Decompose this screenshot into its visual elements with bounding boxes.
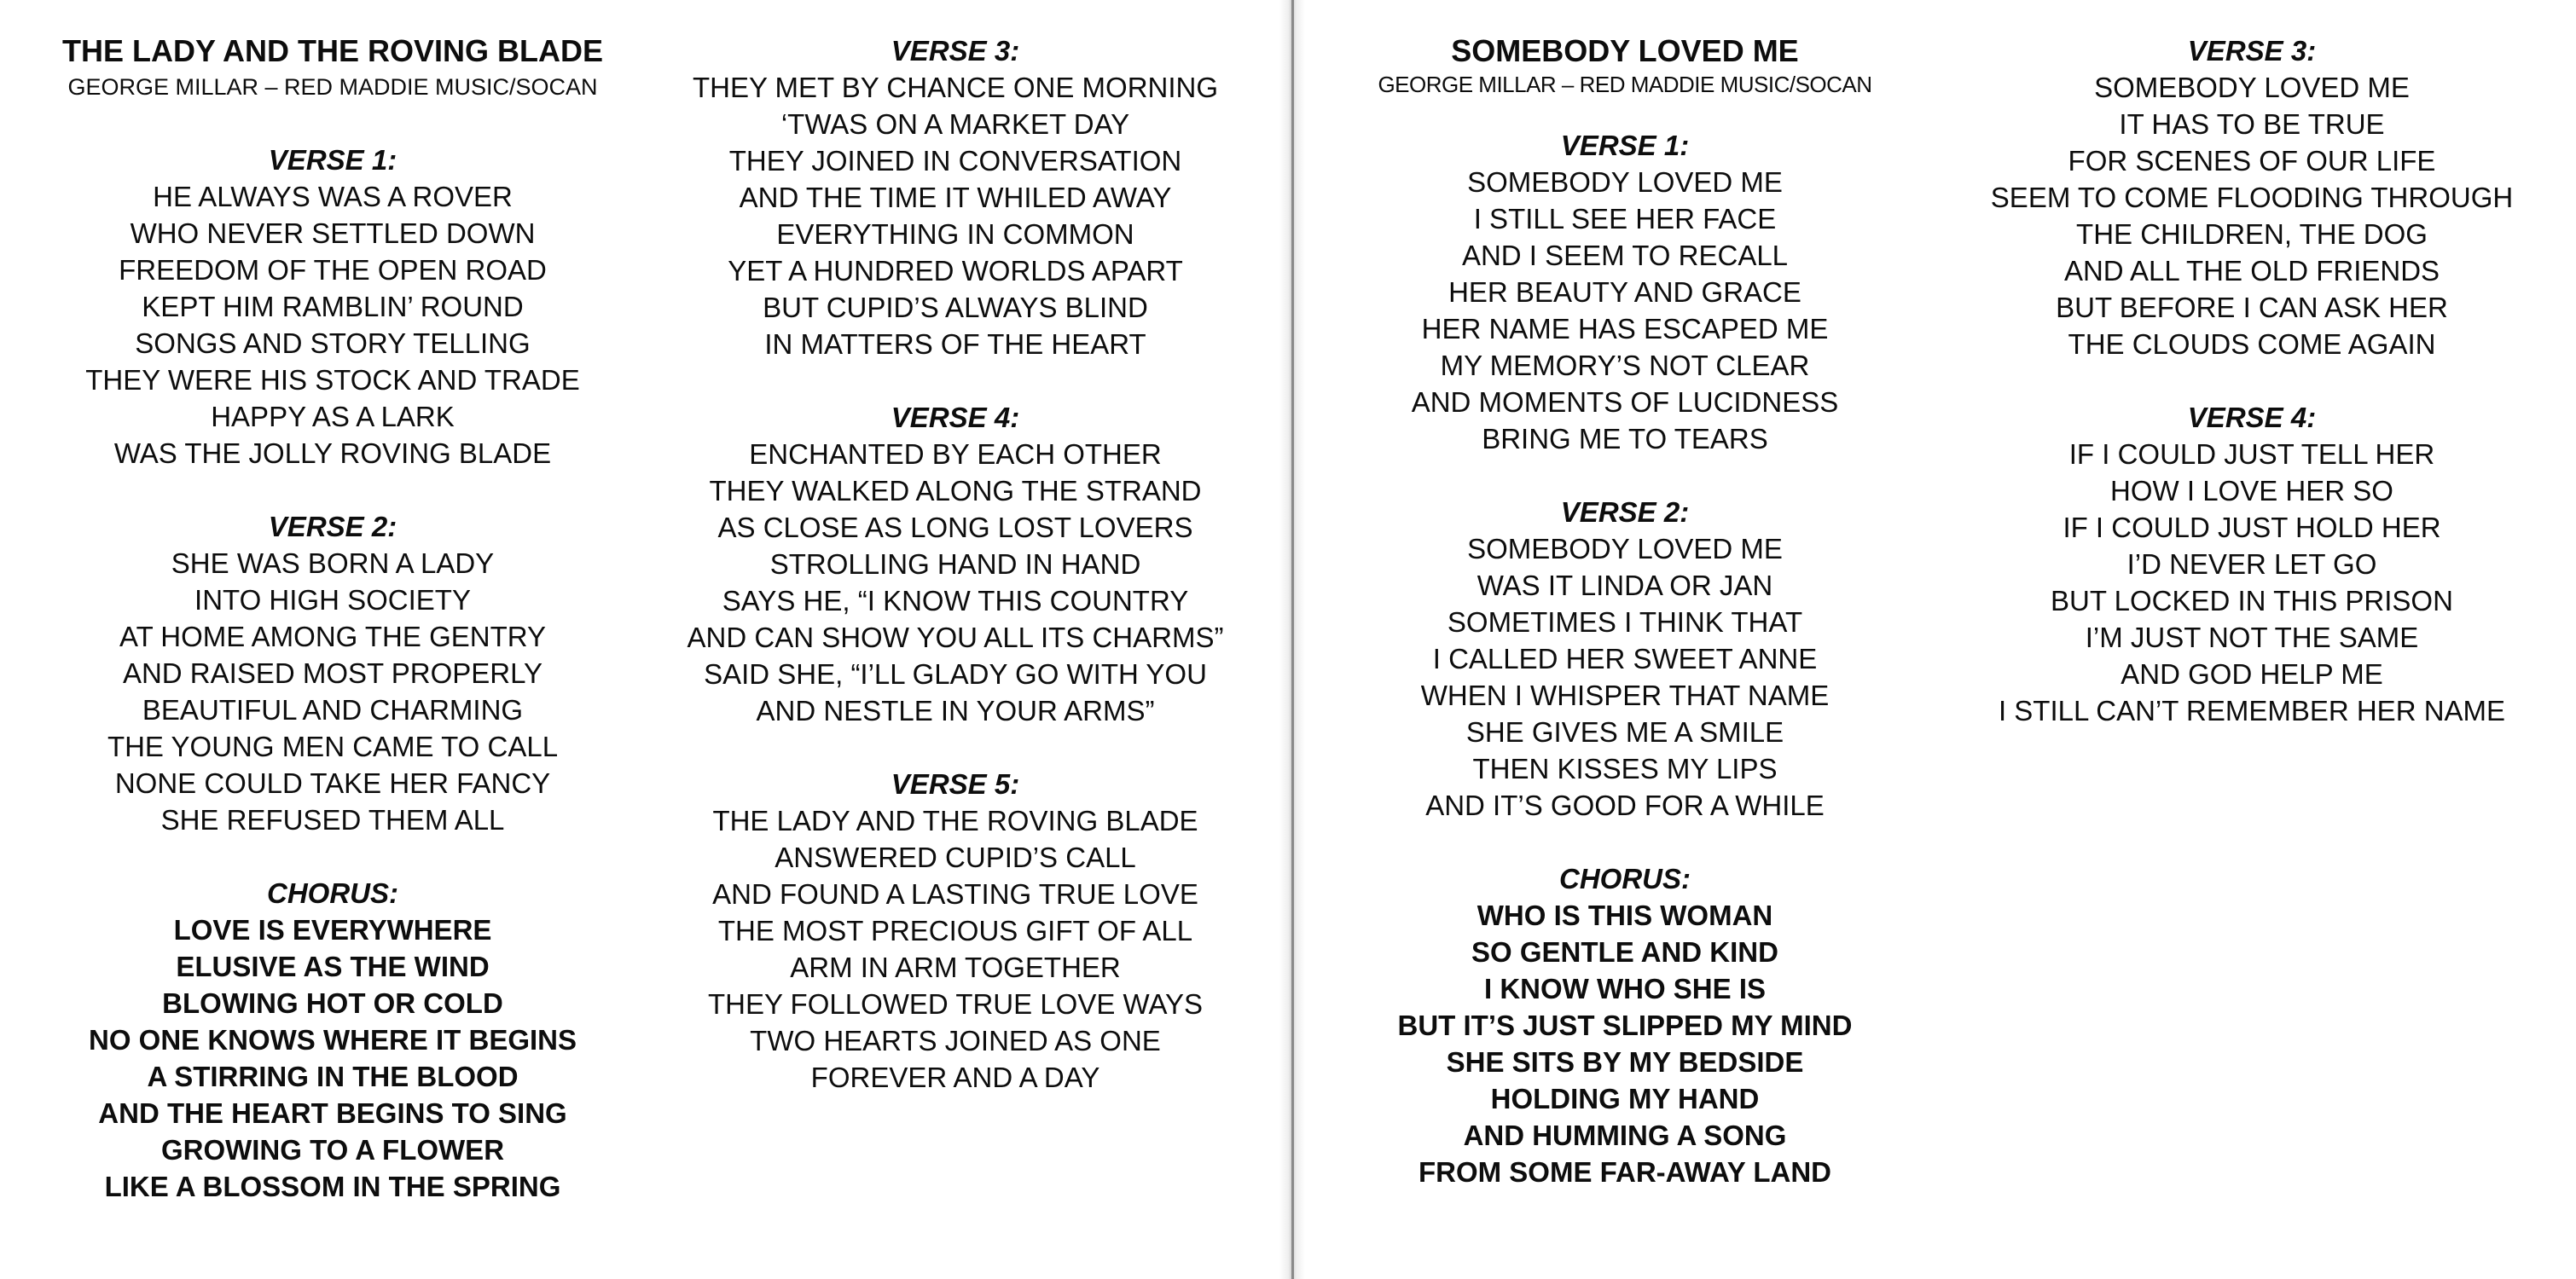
lyric-line: AND HUMMING A SONG [1463,1120,1787,1151]
lyric-line: I STILL CAN’T REMEMBER HER NAME [1998,695,2506,726]
lyric-line: AND THE TIME IT WHILED AWAY [739,182,1172,213]
lyric-line: THE MOST PRECIOUS GIFT OF ALL [717,915,1193,946]
lyric-line: LIKE A BLOSSOM IN THE SPRING [104,1171,561,1202]
lyric-line: ENCHANTED BY EACH OTHER [749,438,1162,470]
lyric-line: FROM SOME FAR-AWAY LAND [1418,1156,1832,1188]
lyric-line: ANSWERED CUPID’S CALL [775,842,1136,873]
verse-4 [657,399,1254,729]
lyric-line: HOW I LOVE HER SO [2110,475,2393,506]
lyric-line: FOR SCENES OF OUR LIFE [2068,145,2436,177]
lyric-line: SONGS AND STORY TELLING [135,327,531,359]
lyric-line: WHO NEVER SETTLED DOWN [130,217,536,249]
lyric-line: STROLLING HAND IN HAND [769,548,1141,580]
lyric-line: WAS IT LINDA OR JAN [1477,570,1773,601]
lyric-line: HE ALWAYS WAS A ROVER [153,181,513,212]
verse-heading: VERSE 3: [2187,35,2317,67]
lyric-line: SAID SHE, “I’LL GLADY GO WITH YOU [704,658,1207,690]
lyric-line: I STILL SEE HER FACE [1473,203,1777,234]
verse-heading: VERSE 4: [2187,402,2317,433]
lyric-line: SHE WAS BORN A LADY [171,547,495,579]
lyric-line: IF I COULD JUST HOLD HER [2063,512,2441,543]
lyric-line: I’M JUST NOT THE SAME [2085,622,2419,653]
lyric-line: HOLDING MY HAND [1490,1083,1760,1114]
lyric-line: THE CHILDREN, THE DOG [2076,218,2428,250]
lyric-line: SHE GIVES ME A SMILE [1465,716,1784,748]
lyric-line: IN MATTERS OF THE HEART [764,328,1146,360]
lyric-line: I’D NEVER LET GO [2126,548,2377,580]
lyric-line: ARM IN ARM TOGETHER [790,952,1121,983]
chorus-heading: CHORUS: [267,877,398,909]
lyric-line: SHE REFUSED THEM ALL [160,804,505,836]
lyric-line: ELUSIVE AS THE WIND [176,951,490,982]
lyric-line: IT HAS TO BE TRUE [2119,108,2385,140]
lyric-line: BUT LOCKED IN THIS PRISON [2051,585,2453,616]
lyric-line: WAS THE JOLLY ROVING BLADE [113,437,552,469]
verse-heading: VERSE 2: [1560,496,1690,528]
lyric-line: LOVE IS EVERYWHERE [173,914,492,946]
verse-3 [657,32,1254,362]
verse-4 [1945,399,2559,729]
lyric-line: AND NESTLE IN YOUR ARMS” [756,695,1155,726]
lyric-line: HER BEAUTY AND GRACE [1448,276,1801,308]
lyric-line: SOMEBODY LOVED ME [2094,72,2410,103]
lyric-line: SOMEBODY LOVED ME [1467,166,1783,198]
lyric-line: THEY FOLLOWED TRUE LOVE WAYS [707,988,1204,1020]
lyric-line: THEY WERE HIS STOCK AND TRADE [85,364,580,396]
page-fold-line [1291,0,1294,1279]
left-page [0,0,1279,1279]
verse-2 [34,508,631,838]
lyric-line: THEY MET BY CHANCE ONE MORNING [692,72,1219,103]
lyric-line: BUT CUPID’S ALWAYS BLIND [763,292,1148,323]
lyric-line: AND RAISED MOST PROPERLY [122,657,543,689]
lyric-line: MY MEMORY’S NOT CLEAR [1440,350,1810,381]
lyric-line: NONE COULD TAKE HER FANCY [114,767,551,799]
verse-heading: VERSE 1: [1560,130,1690,161]
lyric-line: A STIRRING IN THE BLOOD [147,1061,519,1092]
lyric-line: FOREVER AND A DAY [810,1062,1100,1093]
verse-2 [1348,494,1902,824]
verse-heading: VERSE 5: [891,768,1020,800]
lyric-line: THE LADY AND THE ROVING BLADE [712,805,1198,836]
lyric-line: NO ONE KNOWS WHERE IT BEGINS [88,1024,577,1056]
lyric-line: INTO HIGH SOCIETY [194,584,471,616]
lyric-line: I CALLED HER SWEET ANNE [1432,643,1818,674]
verse-3 [1945,32,2559,362]
lyric-line: BUT IT’S JUST SLIPPED MY MIND [1397,1010,1853,1041]
lyric-line: AND GOD HELP ME [2121,658,2383,690]
chorus [1348,860,1902,1190]
lyric-line: HAPPY AS A LARK [211,401,455,432]
lyric-line: KEPT HIM RAMBLIN’ ROUND [142,291,524,322]
verse-heading: VERSE 1: [268,144,397,176]
lyric-line: AND MOMENTS OF LUCIDNESS [1411,386,1839,418]
lyric-line: THEN KISSES MY LIPS [1472,753,1778,784]
lyric-line: THEY WALKED ALONG THE STRAND [709,475,1202,506]
lyric-line: SOMEBODY LOVED ME [1467,533,1783,564]
lyric-line: SO GENTLE AND KIND [1471,936,1778,968]
verse-1 [1348,127,1902,457]
verse-heading: VERSE 2: [268,511,397,542]
lyric-line: WHEN I WHISPER THAT NAME [1420,680,1830,711]
lyric-line: BRING ME TO TEARS [1482,423,1768,454]
lyric-line: GROWING TO A FLOWER [160,1134,505,1166]
lyric-line: BEAUTIFUL AND CHARMING [142,694,524,726]
lyric-line: AND ALL THE OLD FRIENDS [2063,255,2440,286]
verse-5 [657,766,1254,1096]
verse-heading: VERSE 3: [891,35,1020,67]
song-credit: GEORGE MILLAR – RED MADDIE MUSIC/SOCAN [1378,72,1872,97]
song-title: THE LADY AND THE ROVING BLADE [61,33,604,68]
lyric-line: THE CLOUDS COME AGAIN [2068,328,2436,360]
lyric-line: THEY JOINED IN CONVERSATION [728,145,1182,177]
lyric-line: AND CAN SHOW YOU ALL ITS CHARMS” [687,622,1224,653]
lyric-line: AS CLOSE AS LONG LOST LOVERS [717,512,1193,543]
left-page-column-1 [34,32,631,1205]
chorus [34,875,631,1205]
verse-1 [34,142,631,472]
chorus-heading: CHORUS: [1559,863,1691,894]
song-title: SOMEBODY LOVED ME [1451,33,1799,68]
right-page-column-2 [1945,32,2559,729]
lyric-line: IF I COULD JUST TELL HER [2068,438,2435,470]
lyric-line: EVERYTHING IN COMMON [776,218,1134,250]
lyric-line: BUT BEFORE I CAN ASK HER [2056,292,2448,323]
lyric-line: I KNOW WHO SHE IS [1484,973,1766,1004]
lyric-line: ‘TWAS ON A MARKET DAY [780,108,1130,140]
lyric-line: AND FOUND A LASTING TRUE LOVE [712,878,1198,910]
lyric-line: TWO HEARTS JOINED AS ONE [750,1025,1161,1056]
lyric-line: WHO IS THIS WOMAN [1477,900,1773,931]
lyric-line: SHE SITS BY MY BEDSIDE [1446,1046,1804,1078]
left-page-column-2 [657,32,1254,1096]
verse-heading: VERSE 4: [891,402,1020,433]
lyric-line: AND I SEEM TO RECALL [1461,240,1789,271]
song-credit: GEORGE MILLAR – RED MADDIE MUSIC/SOCAN [67,74,598,100]
lyric-line: SEEM TO COME FLOODING THROUGH [1990,182,2514,213]
lyric-line: SAYS HE, “I KNOW THIS COUNTRY [722,585,1189,616]
lyric-line: AND IT’S GOOD FOR A WHILE [1425,790,1825,821]
right-page-column-1 [1348,32,1902,1190]
lyric-line: FREEDOM OF THE OPEN ROAD [119,254,547,286]
lyric-line: BLOWING HOT OR COLD [162,987,503,1019]
lyric-line: THE YOUNG MEN CAME TO CALL [107,731,559,762]
lyric-line: SOMETIMES I THINK THAT [1447,606,1803,638]
lyric-line: AT HOME AMONG THE GENTRY [119,621,546,652]
lyric-line: AND THE HEART BEGINS TO SING [98,1097,567,1129]
lyric-line: YET A HUNDRED WORLDS APART [728,255,1183,286]
lyric-line: HER NAME HAS ESCAPED ME [1421,313,1829,344]
